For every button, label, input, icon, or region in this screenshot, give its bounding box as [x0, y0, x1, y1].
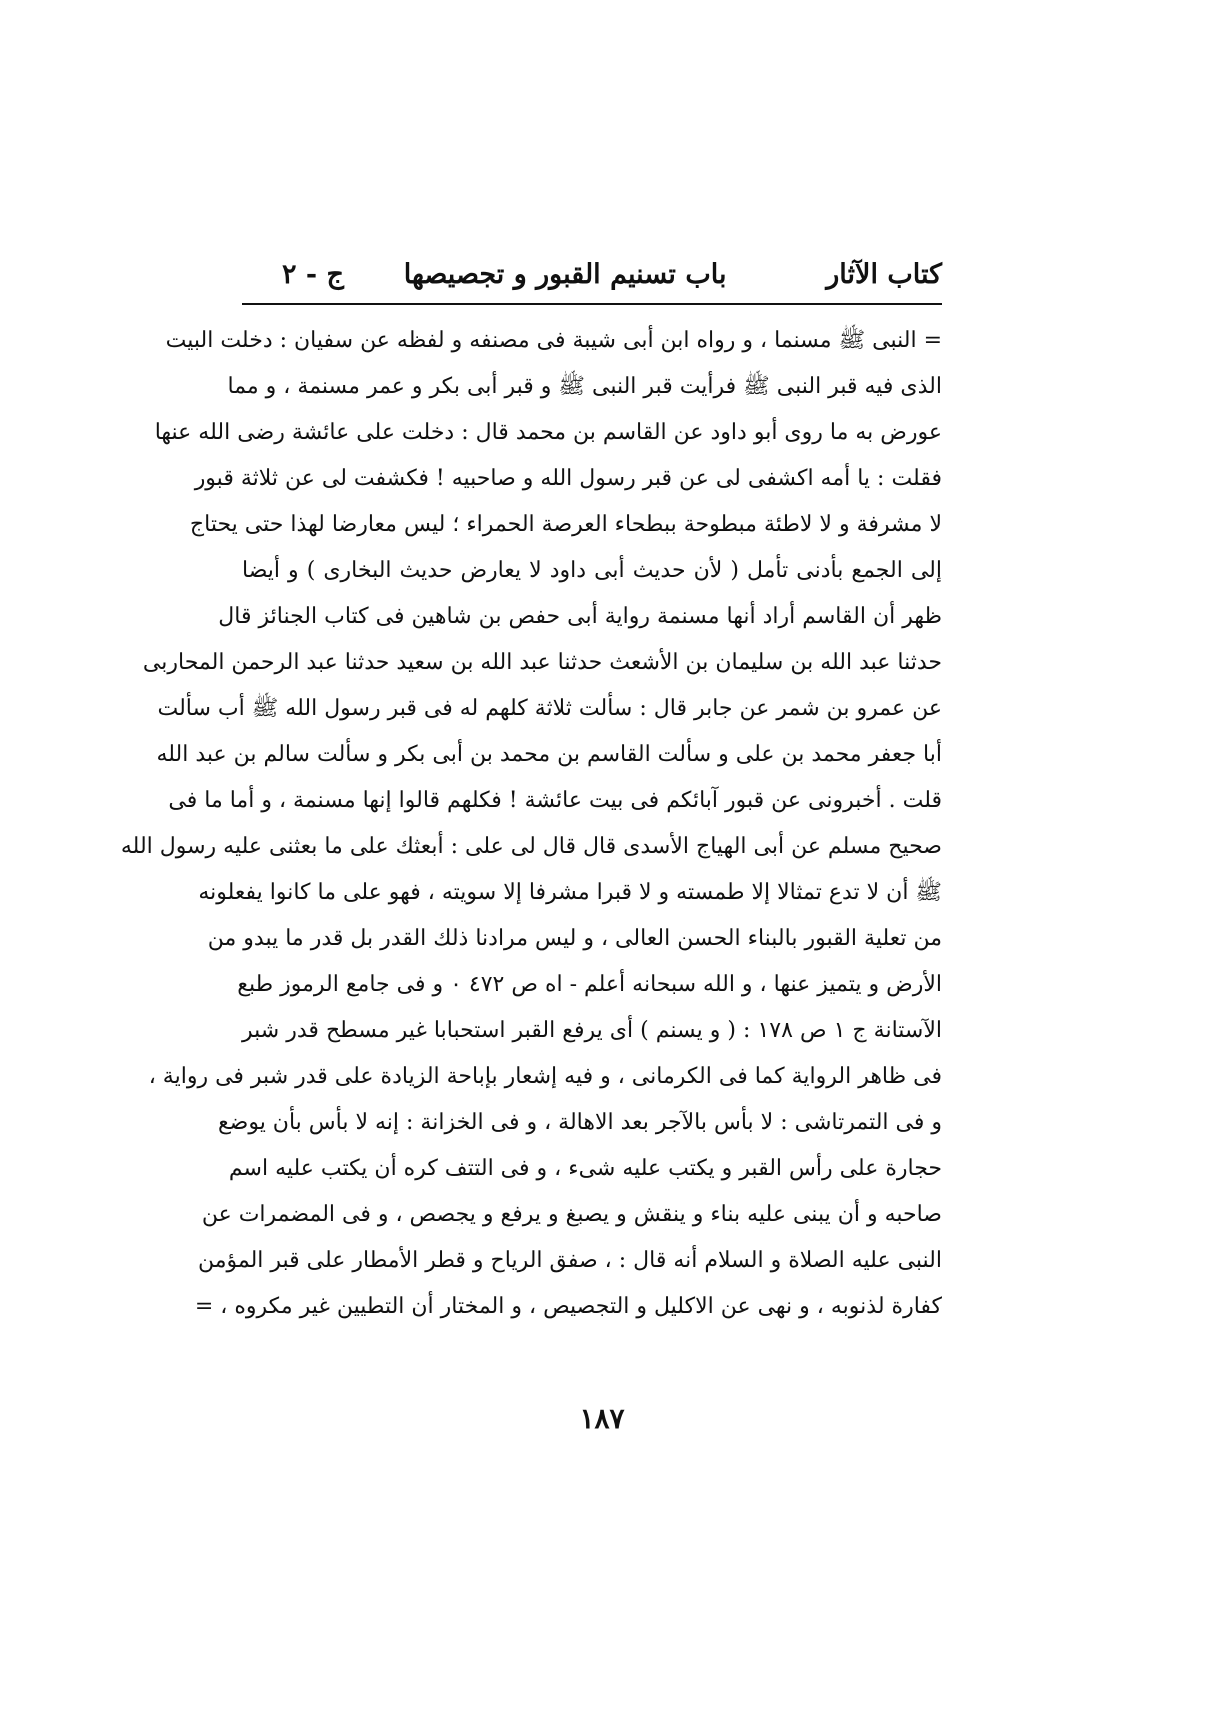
body-text — [120, 318, 943, 1330]
text-line: عن عمرو بن شمر عن جابر قال : سألت ثلاثة كلهم له فى قبر رسول الله ﷺ أب سألت — [157, 696, 942, 721]
text-line: فقلت : يا أمه اكشفى لى عن قبر رسول الله و صاحبيه ! فكشفت لى عن ثلاثة قبور — [194, 466, 942, 491]
text-line: حجارة على رأس القبر و يكتب عليه شىء ، و فى التتف كره أن يكتب عليه اسم — [228, 1156, 942, 1181]
text-line: لا مشرفة و لا لاطئة مبطوحة ببطحاء العرصة الحمراء ؛ ليس معارضا لهذا حتى يحتاج — [189, 512, 942, 537]
text-line: الأرض و يتميز عنها ، و الله سبحانه أعلم - اه ص ٤٧٢ ٠ و فى جامع الرموز طبع — [237, 972, 942, 997]
text-line: صحيح مسلم عن أبى الهياج الأسدى قال قال لى على : أبعثك على ما بعثنى عليه رسول الله — [120, 834, 942, 859]
text-line: حدثنا عبد الله بن سليمان بن الأشعث حدثنا عبد الله بن سعيد حدثنا عبد الرحمن المحاربى — [142, 650, 942, 675]
text-line: ﷺ أن لا تدع تمثالا إلا طمسته و لا قبرا مشرفا إلا سويته ، فهو على ما كانوا يفعلونه — [198, 880, 942, 905]
text-line: الذى فيه قبر النبى ﷺ فرأيت قبر النبى ﷺ و قبر أبى بكر و عمر مسنمة ، و مما — [227, 374, 942, 399]
text-line: كفارة لذنوبه ، و نهى عن الاكليل و التجصيص ، و المختار أن التطيين غير مكروه ، = — [194, 1294, 942, 1319]
text-line: فى ظاهر الرواية كما فى الكرمانى ، و فيه إشعار بإباحة الزيادة على قدر شبر فى رواية ، — [148, 1064, 942, 1089]
running-header — [242, 248, 942, 300]
header-rule — [242, 303, 942, 305]
text-line: أبا جعفر محمد بن على و سألت القاسم بن محمد بن أبى بكر و سألت سالم بن عبد الله — [156, 742, 942, 767]
book-title: كتاب الآثار — [826, 258, 942, 290]
text-line: قلت . أخبرونى عن قبور آبائكم فى بيت عائشة ! فكلهم قالوا إنها مسنمة ، و أما ما فى — [168, 788, 942, 813]
text-line: إلى الجمع بأدنى تأمل ( لأن حديث أبى داود لا يعارض حديث البخارى ) و أيضا — [242, 558, 942, 583]
text-line: من تعلية القبور بالبناء الحسن العالى ، و ليس مرادنا ذلك القدر بل قدر ما يبدو من — [207, 926, 942, 951]
text-line: = النبى ﷺ مسنما ، و رواه ابن أبى شيبة فى مصنفه و لفظه عن سفيان : دخلت البيت — [165, 328, 942, 353]
text-line: الآستانة ج ١ ص ١٧٨ : ( و يسنم ) أى يرفع القبر استحبابا غير مسطح قدر شبر — [242, 1018, 943, 1043]
text-line: صاحبه و أن يبنى عليه بناء و ينقش و يصبغ و يرفع و يجصص ، و فى المضمرات عن — [201, 1202, 942, 1227]
text-line: عورض به ما روى أبو داود عن القاسم بن محمد قال : دخلت على عائشة رضى الله عنها — [154, 420, 942, 445]
text-line: و فى التمرتاشى : لا بأس بالآجر بعد الاهالة ، و فى الخزانة : إنه لا بأس بأن يوضع — [217, 1110, 942, 1135]
text-line: ظهر أن القاسم أراد أنها مسنمة رواية أبى حفص بن شاهين فى كتاب الجنائز قال — [218, 604, 942, 629]
text-line: النبى عليه الصلاة و السلام أنه قال : ، صفق الرياح و قطر الأمطار على قبر المؤمن — [197, 1248, 942, 1273]
volume-label: ج - ٢ — [282, 258, 344, 290]
page-number: ١٨٧ — [579, 1402, 625, 1435]
chapter-title: باب تسنيم القبور و تجصيصها — [403, 258, 727, 290]
